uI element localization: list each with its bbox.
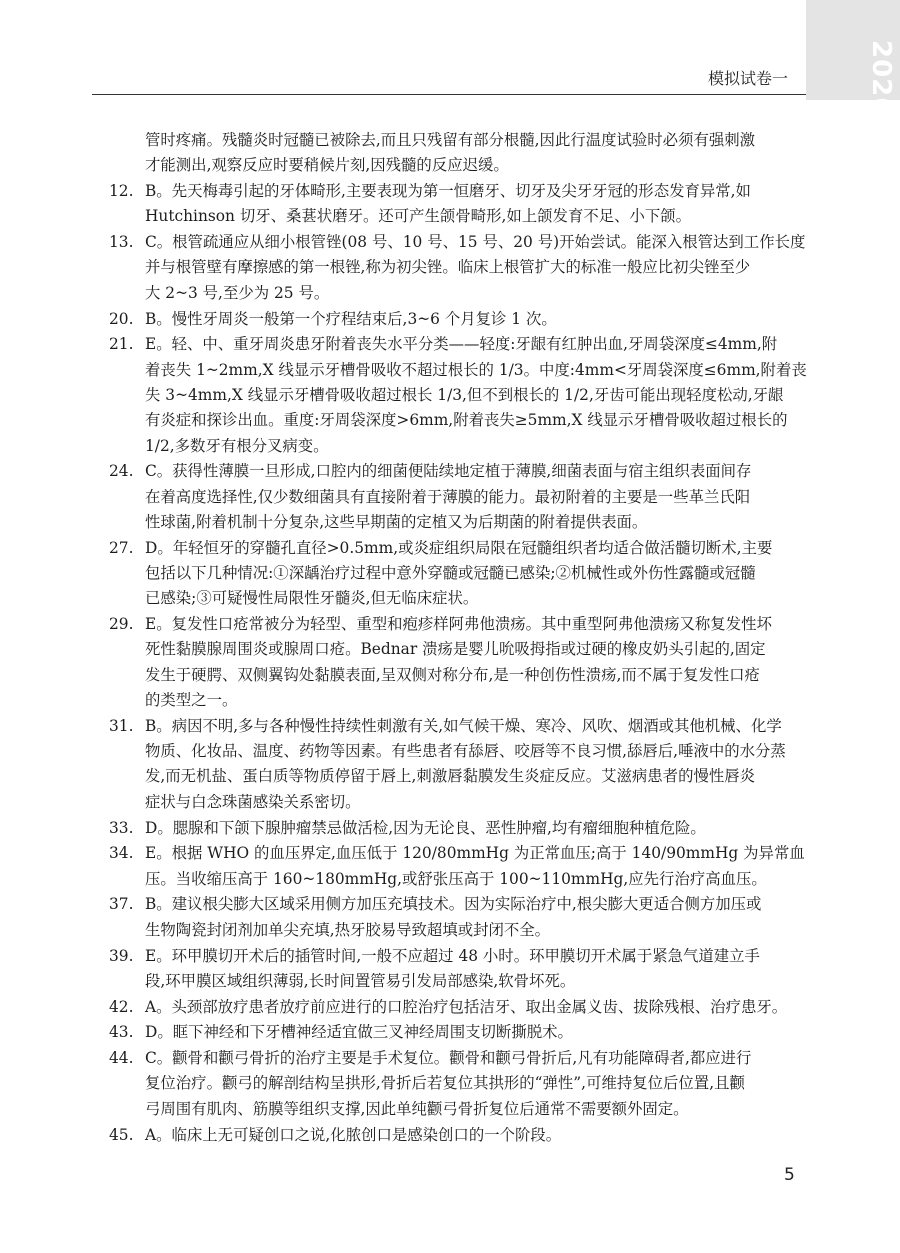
answer-explanations xyxy=(109,128,808,1148)
answer-entry xyxy=(109,1046,808,1122)
answer-text-line: E。根据 WHO 的血压界定,血压低于 120/80mmHg 为正常血压;高于 140/90mmHg 为异常血 xyxy=(145,844,805,863)
header-divider xyxy=(92,94,806,95)
answer-entry xyxy=(109,1020,808,1045)
answer-entry xyxy=(109,179,808,230)
page-number: 5 xyxy=(784,1165,795,1185)
answer-text-line: 并与根管壁有摩擦感的第一根锉,称为初尖锉。临床上根管扩大的标准一般应比初尖锉至少 xyxy=(145,258,751,277)
question-number: 24. xyxy=(109,462,134,481)
answer-text-line: C。获得性薄膜一旦形成,口腔内的细菌便陆续地定植于薄膜,细菌表面与宿主组织表面间存 xyxy=(145,462,752,481)
continuation-paragraph xyxy=(109,128,808,179)
answer-text-line: 着丧失 1~2mm,X 线显示牙槽骨吸收不超过根长的 1/3。中度:4mm<牙周袋深度≤6mm,附着丧 xyxy=(145,360,807,379)
question-number: 45. xyxy=(109,1125,134,1144)
text-line: 管时疼痛。残髓炎时冠髓已被除去,而且只残留有部分根髓,因此行温度试验时必须有强刺激 xyxy=(145,131,756,149)
answer-entry xyxy=(109,841,808,892)
answer-text-line: E。复发性口疮常被分为轻型、重型和疱疹样阿弗他溃疡。其中重型阿弗他溃疡又称复发性坏 xyxy=(145,615,772,634)
answer-text-line: 压。当收缩压高于 160~180mmHg,或舒张压高于 100~110mmHg,应先行治疗高血压。 xyxy=(145,869,767,888)
answer-text-line: 症状与白念珠菌感染关系密切。 xyxy=(145,792,361,811)
question-number: 34. xyxy=(109,844,134,863)
answer-text-line: 性球菌,附着机制十分复杂,这些早期菌的定植又为后期菌的附着提供表面。 xyxy=(145,512,648,531)
answer-text-line: 1/2,多数牙有根分叉病变。 xyxy=(145,436,329,455)
answer-text-line: 的类型之一。 xyxy=(145,691,238,710)
section-tab xyxy=(806,0,900,117)
answer-text-line: 段,环甲膜区域组织薄弱,长时间置管易引发局部感染,软骨坏死。 xyxy=(145,971,576,990)
answer-entry xyxy=(109,536,808,612)
answer-text-line: 已感染;③可疑慢性局限性牙髓炎,但无临床症状。 xyxy=(145,589,479,608)
answer-entry xyxy=(109,714,808,815)
answer-text-line: 有炎症和探诊出血。重度:牙周袋深度>6mm,附着丧失≥5mm,X 线显示牙槽骨吸收超过根长的 xyxy=(145,411,788,430)
answer-entry xyxy=(109,332,808,458)
question-number: 21. xyxy=(109,335,134,354)
answer-text-line: E。轻、中、重牙周炎患牙附着丧失水平分类——轻度:牙龈有红肿出血,牙周袋深度≤4mm,附 xyxy=(145,335,778,354)
answer-text-line: C。颧骨和颧弓骨折的治疗主要是手术复位。颧骨和颧弓骨折后,凡有功能障碍者,都应进行 xyxy=(145,1049,752,1068)
answer-text-line: B。病因不明,多与各种慢性持续性刺激有关,如气候干燥、寒冷、风吹、烟酒或其他机械、化学 xyxy=(145,716,782,735)
question-number: 20. xyxy=(109,309,134,328)
answer-text-line: B。慢性牙周炎一般第一个疗程结束后,3~6 个月复诊 1 次。 xyxy=(145,309,557,328)
question-number: 37. xyxy=(109,895,134,914)
answer-text-line: 死性黏膜腺周围炎或腺周口疮。Bednar 溃疡是婴儿吮吸拇指或过硬的橡皮奶头引起的,固定 xyxy=(145,640,766,659)
question-number: 27. xyxy=(109,538,134,557)
answer-text-line: 在着高度选择性,仅少数细菌具有直接附着于薄膜的能力。最初附着的主要是一些革兰氏阳 xyxy=(145,487,751,506)
answer-entry xyxy=(109,612,808,713)
answer-entry xyxy=(109,944,808,995)
answer-text-line: B。先天梅毒引起的牙体畸形,主要表现为第一恒磨牙、切牙及尖牙牙冠的形态发育异常,如 xyxy=(145,182,751,201)
answer-text-line: A。头颈部放疗患者放疗前应进行的口腔治疗包括洁牙、取出金属义齿、拔除残根、治疗患牙。 xyxy=(145,997,788,1016)
answer-entry xyxy=(109,230,808,306)
answer-text-line: A。临床上无可疑创口之说,化脓创口是感染创口的一个阶段。 xyxy=(145,1125,562,1144)
question-number: 13. xyxy=(109,233,134,252)
answer-text-line: D。眶下神经和下牙槽神经适宜做三叉神经周围支切断撕脱术。 xyxy=(145,1023,573,1042)
question-number: 44. xyxy=(109,1049,134,1068)
text-line: 才能测出,观察反应时要稍候片刻,因残髓的反应迟缓。 xyxy=(145,156,509,175)
answer-text-line: 发,而无机盐、蛋白质等物质停留于唇上,刺激唇黏膜发生炎症反应。艾滋病患者的慢性唇炎 xyxy=(145,767,756,786)
answer-text-line: 生物陶瓷封闭剂加单尖充填,热牙胶易导致超填或封闭不全。 xyxy=(145,920,551,939)
answer-text-line: C。根管疏通应从细小根管锉(08 号、10 号、15 号、20 号)开始尝试。能深入根管达到工作长度 xyxy=(145,233,806,252)
answer-entry xyxy=(109,1123,808,1148)
question-number: 12. xyxy=(109,182,134,201)
answer-text-line: 包括以下几种情况:①深龋治疗过程中意外穿髓或冠髓已感染;②机械性或外伤性露髓或冠髓 xyxy=(145,564,756,583)
question-number: 42. xyxy=(109,997,134,1016)
answer-text-line: 复位治疗。颧弓的解剖结构呈拱形,骨折后若复位其拱形的“弹性”,可维持复位后位置,且颧 xyxy=(145,1074,745,1093)
answer-text-line: Hutchinson 切牙、桑葚状磨牙。还可产生颌骨畸形,如上颌发育不足、小下颌。 xyxy=(145,207,692,226)
answer-text-line: B。建议根尖膨大区域采用侧方加压充填技术。因为实际治疗中,根尖膨大更适合侧方加压或 xyxy=(145,895,762,914)
answer-text-line: E。环甲膜切开术后的插管时间,一般不应超过 48 小时。环甲膜切开术属于紧急气道建立手 xyxy=(145,946,760,965)
answer-entry xyxy=(109,459,808,535)
answer-text-line: 弓周围有肌肉、筋膜等组织支撑,因此单纯颧弓骨折复位后通常不需要额外固定。 xyxy=(145,1099,689,1118)
answer-text-line: 失 3~4mm,X 线显示牙槽骨吸收超过根长 1/3,但不到根长的 1/2,牙齿可能出现轻度松动,牙龈 xyxy=(145,385,784,404)
answer-entry xyxy=(109,307,808,332)
answer-text-line: 大 2~3 号,至少为 25 号。 xyxy=(145,283,330,302)
answer-text-line: D。年轻恒牙的穿髓孔直径>0.5mm,或炎症组织局限在冠髓组织者均适合做活髓切断术,主要 xyxy=(145,538,773,557)
question-number: 43. xyxy=(109,1023,134,1042)
answer-text-line: 发生于硬腭、双侧翼钩处黏膜表面,呈双侧对称分布,是一种创伤性溃疡,而不属于复发性口疮 xyxy=(145,665,760,684)
answer-list xyxy=(109,179,808,1148)
question-number: 39. xyxy=(109,946,134,965)
question-number: 29. xyxy=(109,615,134,634)
answer-entry xyxy=(109,995,808,1020)
question-number: 31. xyxy=(109,716,134,735)
year-tab-label: 2026 xyxy=(866,40,896,117)
answer-entry xyxy=(109,892,808,943)
question-number: 33. xyxy=(109,818,134,837)
answer-entry xyxy=(109,816,808,841)
answer-text-line: D。腮腺和下颌下腺肿瘤禁忌做活检,因为无论良、恶性肿瘤,均有瘤细胞种植危险。 xyxy=(145,818,706,837)
answer-text-line: 物质、化妆品、温度、药物等因素。有些患者有舔唇、咬唇等不良习惯,舔唇后,唾液中的水分蒸 xyxy=(145,742,786,761)
page-header-title: 模拟试卷一 xyxy=(707,69,788,88)
